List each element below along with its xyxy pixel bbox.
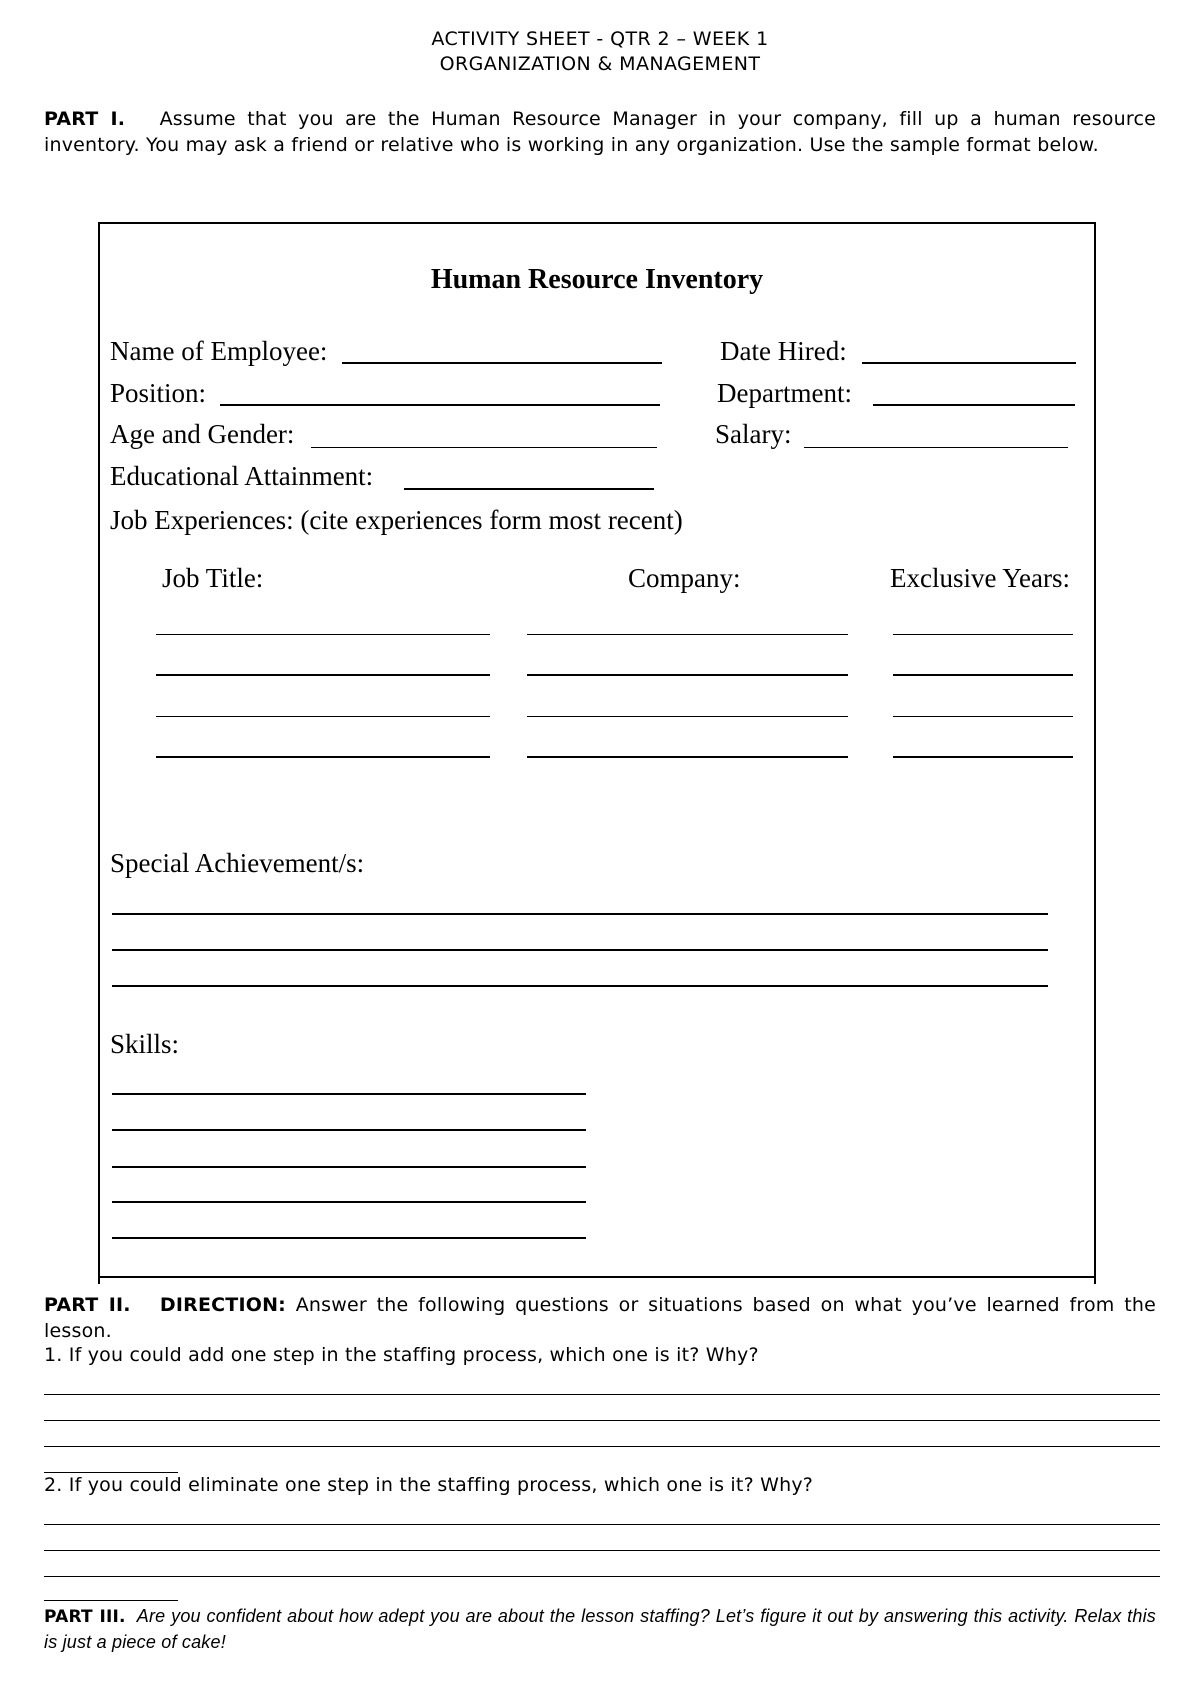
educational-attainment-field[interactable] (404, 488, 654, 490)
job-title-line[interactable] (156, 756, 490, 758)
col-job-title-header: Job Title: (162, 563, 264, 593)
achievement-line[interactable] (112, 913, 1048, 915)
skill-line[interactable] (112, 1166, 586, 1168)
answer-2-line[interactable] (44, 1576, 1160, 1577)
educational-attainment-label: Educational Attainment: (110, 461, 374, 491)
part2-direction-label: DIRECTION: (159, 1294, 286, 1316)
skill-line[interactable] (112, 1201, 586, 1203)
department-label: Department: (717, 378, 852, 408)
col-company-header: Company: (628, 563, 741, 593)
position-field[interactable] (220, 404, 660, 406)
part3-paragraph (44, 1604, 1156, 1655)
job-title-line[interactable] (156, 634, 490, 635)
form-title: Human Resource Inventory (430, 264, 764, 295)
name-of-employee-label: Name of Employee: (110, 336, 328, 366)
achievement-line[interactable] (112, 949, 1048, 951)
skill-line[interactable] (112, 1093, 586, 1095)
special-achievements-label: Special Achievement/s: (110, 848, 365, 878)
company-line[interactable] (527, 716, 848, 717)
part2-direction-text: Answer the following questions or situations based on what you’ve learned from the lesson. (44, 1294, 1156, 1342)
date-hired-label: Date Hired: (720, 336, 847, 366)
salary-label: Salary: (715, 419, 792, 449)
sheet-title-line1: ACTIVITY SHEET - QTR 2 – WEEK 1 (431, 28, 769, 50)
name-of-employee-field[interactable] (342, 362, 662, 364)
skill-line[interactable] (112, 1237, 586, 1239)
form-corner-tick-left (98, 1276, 100, 1284)
part1-label: PART I. (44, 108, 126, 130)
part2-paragraph (44, 1292, 1156, 1344)
part1-text: Assume that you are the Human Resource Manager in your company, fill up a human resource inventory. You may ask a friend or relative who is working in any organization. Use the sample format below. (44, 108, 1156, 156)
date-hired-field[interactable] (862, 362, 1076, 364)
col-years-header: Exclusive Years: (890, 563, 1070, 593)
answer-2-line-end[interactable] (44, 1600, 178, 1601)
question-2: 2. If you could eliminate one step in the staffing process, which one is it? Why? (44, 1474, 814, 1496)
years-line[interactable] (893, 756, 1073, 758)
years-line[interactable] (893, 674, 1073, 676)
sheet-title-line2: ORGANIZATION & MANAGEMENT (439, 53, 761, 75)
department-field[interactable] (873, 404, 1075, 406)
part1-paragraph (44, 106, 1156, 158)
age-gender-field[interactable] (311, 447, 657, 448)
achievement-line[interactable] (112, 985, 1048, 987)
form-bottom-border (98, 1276, 1096, 1278)
part2-label: PART II. (44, 1294, 131, 1316)
answer-1-line[interactable] (44, 1420, 1160, 1421)
skills-label: Skills: (110, 1029, 180, 1059)
hr-inventory-form (98, 222, 1096, 1278)
age-gender-label: Age and Gender: (110, 419, 295, 449)
answer-2-line[interactable] (44, 1550, 1160, 1551)
answer-1-line[interactable] (44, 1446, 1160, 1447)
answer-1-line-end[interactable] (44, 1472, 178, 1473)
part3-text: Are you confident about how adept you are about the lesson staffing? Let’s figure it out by answering this activity. Relax this is just a piece of cake! (44, 1606, 1156, 1652)
salary-field[interactable] (804, 447, 1068, 448)
form-corner-tick-right (1094, 1276, 1096, 1284)
position-label: Position: (110, 378, 207, 408)
years-line[interactable] (893, 634, 1073, 635)
job-experiences-label: Job Experiences: (cite experiences form most recent) (110, 505, 683, 535)
job-title-line[interactable] (156, 674, 490, 676)
answer-1-line[interactable] (44, 1394, 1160, 1395)
company-line[interactable] (527, 634, 848, 635)
answer-2-line[interactable] (44, 1524, 1160, 1525)
skill-line[interactable] (112, 1129, 586, 1131)
part3-label: PART III. (44, 1607, 126, 1627)
job-title-line[interactable] (156, 716, 490, 717)
company-line[interactable] (527, 674, 848, 676)
years-line[interactable] (893, 716, 1073, 717)
question-1: 1. If you could add one step in the staffing process, which one is it? Why? (44, 1344, 759, 1366)
company-line[interactable] (527, 756, 848, 758)
